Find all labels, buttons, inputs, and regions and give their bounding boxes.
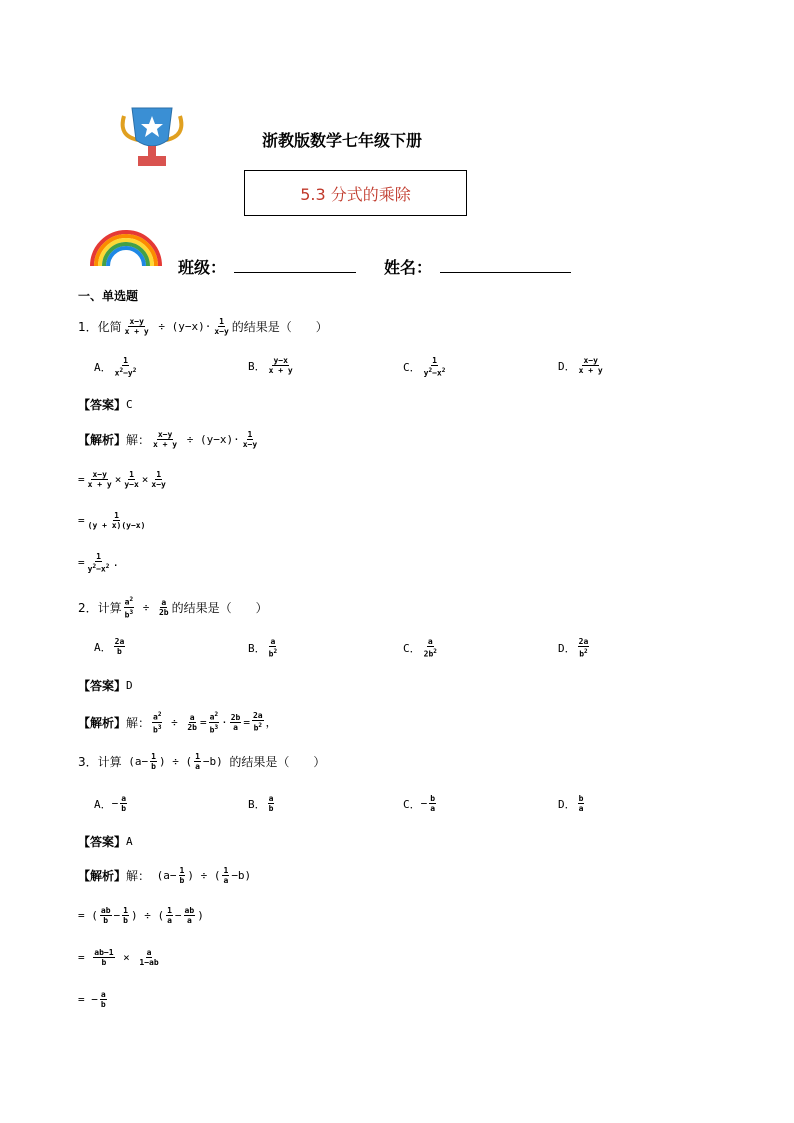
q1-answer-value: C (126, 398, 133, 411)
q2-option-a[interactable]: A． $\frac{2a}{b}$ (94, 637, 125, 656)
fraction: $\frac{1}{x-y}$ (214, 316, 229, 336)
name-blank[interactable] (440, 272, 571, 273)
q3-option-b[interactable]: B． $\frac{a}{b}$ (248, 794, 274, 813)
q1-suffix: 的结果是（ ） (231, 319, 328, 334)
q1-option-a[interactable]: A． $\frac{1}{x^2-y^2}$ (94, 356, 137, 378)
q3-option-c[interactable]: C． − $\frac{b}{a}$ (403, 794, 436, 813)
q3-analysis-line2: = ( $\frac{ab}{b}$ − $\frac{1}{b}$ ) ÷ ( $\frac{1}{a}$ − $\frac{ab}{a}$ ) (78, 906, 204, 925)
q3-analysis-line4: = − $\frac{a}{b}$ (78, 990, 106, 1009)
q3-option-d[interactable]: D． $\frac{b}{a}$ (558, 794, 584, 813)
q2-answer: 【答案】 D (78, 679, 133, 693)
q3-analysis-line3: = $\frac{ab-1}{b}$ × $\frac{a}{1-ab}$ (78, 948, 159, 967)
q2-stem: 2．计算 $\frac{a^2}{b^3}$ ÷ $\frac{a}{2b}$ 的结果是（ ） (78, 596, 268, 620)
section-title: 5.3 分式的乘除 (300, 184, 411, 204)
q3-analysis-line1: 【解析】 解： (a− $\frac{1}{b}$ ) ÷ ( $\frac{1}{a}$ −b) (78, 866, 252, 885)
q1-prefix: 1．化简 (78, 319, 122, 334)
class-label: 班级： (178, 258, 227, 277)
q2-option-c[interactable]: C． $\frac{a}{2b^2}$ (403, 637, 437, 659)
name-label: 姓名： (384, 258, 433, 277)
trophy-icon (118, 106, 186, 170)
q1-analysis-line2: = $\frac{x-y}{x + y}$ × $\frac{1}{y-x}$ × $\frac{1}{x-y}$ (78, 470, 166, 489)
section-title-box (244, 170, 467, 216)
q2-answer-value: D (126, 679, 133, 692)
section-heading: 一、单选题 (78, 289, 139, 303)
q2-option-d[interactable]: D． $\frac{2a}{b^2}$ (558, 637, 589, 659)
q2-analysis: 【解析】 解： $\frac{a^2}{b^3}$ ÷ $\frac{a}{2b}$ = $\frac{a^2}{b^3}$ · $\frac{2b}{a}$ = $\frac{2a}{b^2}$ ， (78, 711, 277, 735)
q1-analysis-line3: = $\frac{1}{(y + x)(y-x)}$ (78, 511, 146, 530)
fraction: $\frac{x-y}{x + y}$ (124, 316, 149, 336)
class-blank[interactable] (234, 272, 356, 273)
q1-option-c[interactable]: C． $\frac{1}{y^2-x^2}$ (403, 356, 446, 378)
q1-option-d[interactable]: D． $\frac{x-y}{x + y}$ (558, 356, 603, 375)
q3-stem: 3．计算 (a− $\frac{1}{b}$ ) ÷ ( $\frac{1}{a}$ −b) 的结果是（ ） (78, 752, 326, 771)
q1-stem: 1．化简 $\frac{x-y}{x + y}$ ÷ (y−x)· $\frac{1}{x-y}$ 的结果是（ ） (78, 316, 328, 336)
book-title: 浙教版数学七年级下册 (262, 131, 423, 150)
q1-analysis-line4: = $\frac{1}{y^2-x^2}$ . (78, 552, 119, 574)
q1-answer: 【答案】 C (78, 398, 133, 412)
q3-answer-value: A (126, 835, 133, 848)
q3-answer: 【答案】 A (78, 835, 133, 849)
q1-option-b[interactable]: B． $\frac{y-x}{x + y}$ (248, 356, 293, 375)
q1-analysis-line1: 【解析】 解： $\frac{x-y}{x + y}$ ÷ (y−x)· $\frac{1}{x-y}$ (78, 430, 258, 449)
q2-option-b[interactable]: B． $\frac{a}{b^2}$ (248, 637, 278, 659)
rainbow-icon (88, 226, 164, 268)
q3-option-a[interactable]: A． − $\frac{a}{b}$ (94, 794, 127, 813)
